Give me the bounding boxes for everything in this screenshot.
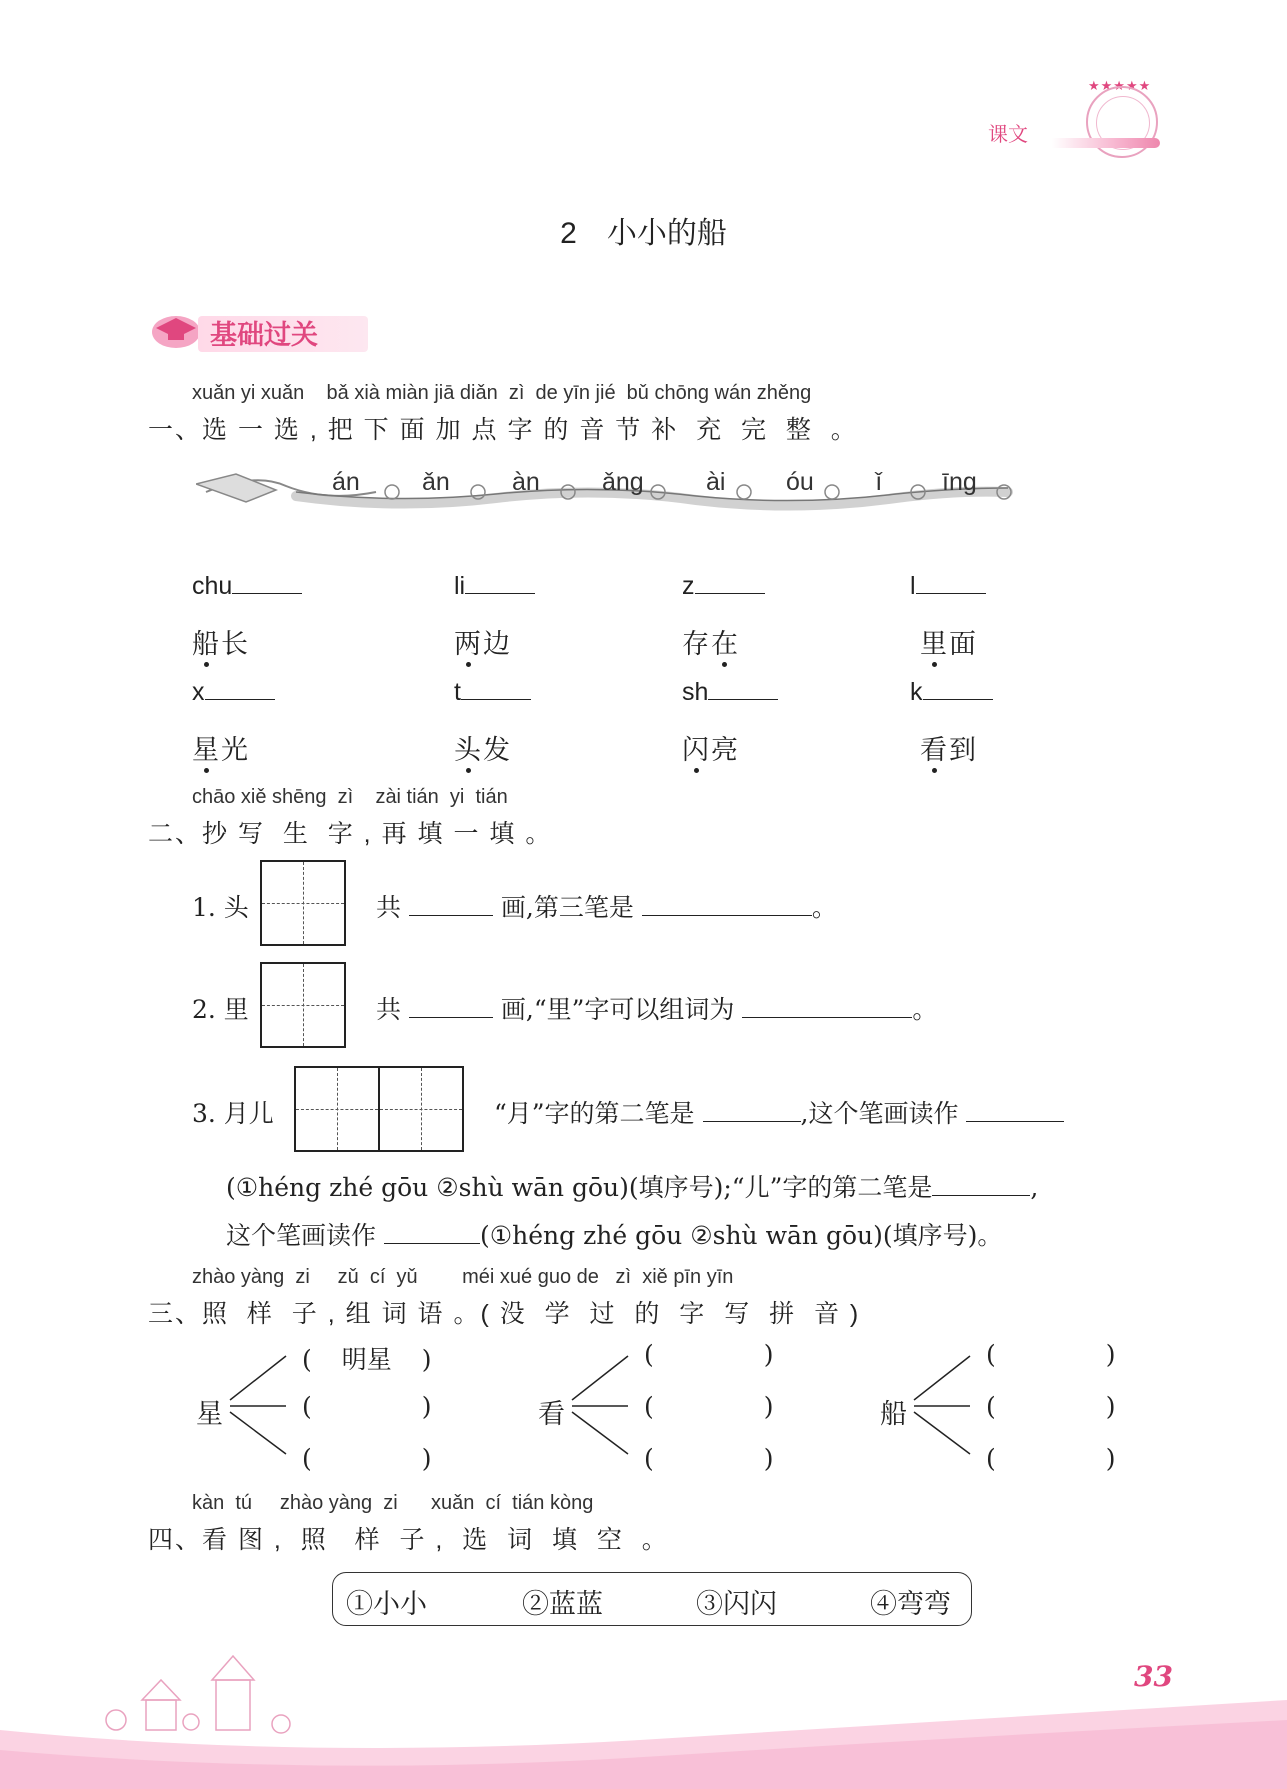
q2-pinyin: chāo xiě shēng zì zài tián yi tián [192, 786, 508, 808]
word-option: ④弯弯 [870, 1589, 951, 1620]
item3-text: “月”字的第二笔是 ,这个笔画读作 [494, 1094, 1064, 1130]
dotted-word: 船长 [192, 629, 250, 660]
q3-char: 船 [880, 1399, 909, 1430]
word-slot[interactable]: ( ) [986, 1444, 1116, 1473]
q1-text: 一、选 一 选 , 把 下 面 加 点 字 的 音 节 补 充 完 整 。 [148, 416, 858, 444]
q4-pinyin: kàn tú zhào yàng zi xuǎn cí tián kòng [192, 1492, 594, 1514]
item3-line2: (①héng zhé gōu ②shù wān gōu)(填序号);“儿”字的第二笔是 , [226, 1173, 1039, 1202]
header-rule [1052, 138, 1160, 148]
castle-illustration [96, 1650, 326, 1740]
word-slot[interactable]: ( ) [644, 1392, 774, 1421]
answer-blank[interactable] [708, 699, 778, 700]
word-option: ②蓝蓝 [522, 1589, 603, 1620]
answer-blank[interactable] [642, 915, 812, 916]
item2-label: 2. 里 [192, 995, 249, 1024]
pinyin-fill: li [454, 572, 535, 601]
answer-blank[interactable] [932, 1195, 1030, 1196]
answer-blank[interactable] [695, 593, 765, 594]
answer-blank[interactable] [465, 593, 535, 594]
word-slot[interactable]: ( ) [302, 1444, 432, 1473]
answer-blank[interactable] [232, 593, 302, 594]
item1-label: 1. 头 [192, 893, 249, 922]
item1-text: 共 画,第三笔是 。 [376, 893, 837, 922]
dotted-word: 闪亮 [682, 735, 740, 766]
q1-pinyin: xuǎn yi xuǎn bǎ xià miàn jiā diǎn zì de yīn jié bǔ chōng wán zhěng [192, 382, 812, 404]
word-slot[interactable]: ( ) [986, 1340, 1116, 1369]
dotted-word: 存在 [682, 629, 740, 660]
item3-line3: 这个笔画读作 (①héng zhé gōu ②shù wān gōu)(填序号)。 [226, 1221, 1003, 1250]
emphasis-dot [204, 662, 209, 667]
q4-text: 四、看 图 , 照 样 子 , 选 词 填 空 。 [148, 1526, 669, 1554]
final-option: óu [786, 468, 814, 496]
pinyin-fill: x [192, 678, 275, 707]
item2-text: 共 画,“里”字可以组词为 。 [376, 995, 938, 1024]
word-slot[interactable]: ( ) [302, 1392, 432, 1421]
final-option: ǎn [422, 468, 450, 496]
final-option: án [332, 468, 360, 496]
dotted-word: 头发 [454, 735, 512, 766]
writing-grid[interactable] [378, 1066, 464, 1152]
writing-grid[interactable] [260, 962, 346, 1048]
branch-lines [912, 1350, 974, 1460]
word-slot[interactable]: ( 明星 ) [302, 1345, 432, 1374]
q2-text: 二、抄 写 生 字 , 再 填 一 填 。 [148, 820, 553, 848]
answer-blank[interactable] [461, 699, 531, 700]
item3-label: 3. 月儿 [192, 1099, 274, 1128]
final-option: ǐ [876, 468, 882, 496]
writing-grid[interactable] [260, 860, 346, 946]
section-banner-label: 基础过关 [210, 320, 318, 350]
final-option: ài [706, 468, 726, 496]
dotted-word: 看到 [920, 735, 978, 766]
emphasis-dot [694, 768, 699, 773]
page-number: 33 [1134, 1660, 1173, 1693]
pinyin-fill: k [910, 678, 993, 707]
pinyin-fill: t [454, 678, 531, 707]
word-slot[interactable]: ( ) [644, 1340, 774, 1369]
q3-char: 星 [196, 1399, 225, 1430]
word-option: ①小小 [346, 1589, 427, 1620]
pinyin-fill: z [682, 572, 765, 601]
emphasis-dot [722, 662, 727, 667]
word-option: ③闪闪 [696, 1589, 777, 1620]
emphasis-dot [466, 662, 471, 667]
emphasis-dot [466, 768, 471, 773]
final-option: ǎng [602, 468, 644, 496]
emphasis-dot [932, 662, 937, 667]
answer-blank[interactable] [742, 1017, 912, 1018]
final-option: īng [942, 468, 977, 496]
pinyin-fill: l [910, 572, 986, 601]
final-option: àn [512, 468, 540, 496]
pinyin-fill: sh [682, 678, 778, 707]
answer-blank[interactable] [409, 1017, 493, 1018]
q3-char: 看 [538, 1399, 567, 1430]
q3-pinyin: zhào yàng zi zǔ cí yǔ méi xué guo de zì xiě pīn yīn [192, 1266, 734, 1288]
logo-stars: ★★★★★ [1088, 78, 1152, 93]
word-slot[interactable]: ( ) [986, 1392, 1116, 1421]
q3-text: 三、照 样 子 , 组 词 语 。( 没 学 过 的 字 写 拼 音 ) [148, 1300, 861, 1328]
section-tag: 课文 [988, 124, 1028, 146]
lesson-title: 2 小小的船 [560, 217, 727, 250]
word-slot[interactable]: ( ) [644, 1444, 774, 1473]
emphasis-dot [204, 768, 209, 773]
emphasis-dot [932, 768, 937, 773]
branch-lines [228, 1350, 290, 1460]
answer-blank[interactable] [409, 915, 493, 916]
answer-blank[interactable] [966, 1121, 1064, 1122]
answer-blank[interactable] [384, 1243, 480, 1244]
branch-lines [570, 1350, 632, 1460]
dotted-word: 两边 [454, 629, 512, 660]
answer-blank[interactable] [205, 699, 275, 700]
pinyin-fill: chu [192, 572, 302, 601]
answer-blank[interactable] [923, 699, 993, 700]
answer-blank[interactable] [916, 593, 986, 594]
dotted-word: 里面 [920, 629, 978, 660]
writing-grid[interactable] [294, 1066, 380, 1152]
dotted-word: 星光 [192, 735, 250, 766]
answer-blank[interactable] [703, 1121, 801, 1122]
